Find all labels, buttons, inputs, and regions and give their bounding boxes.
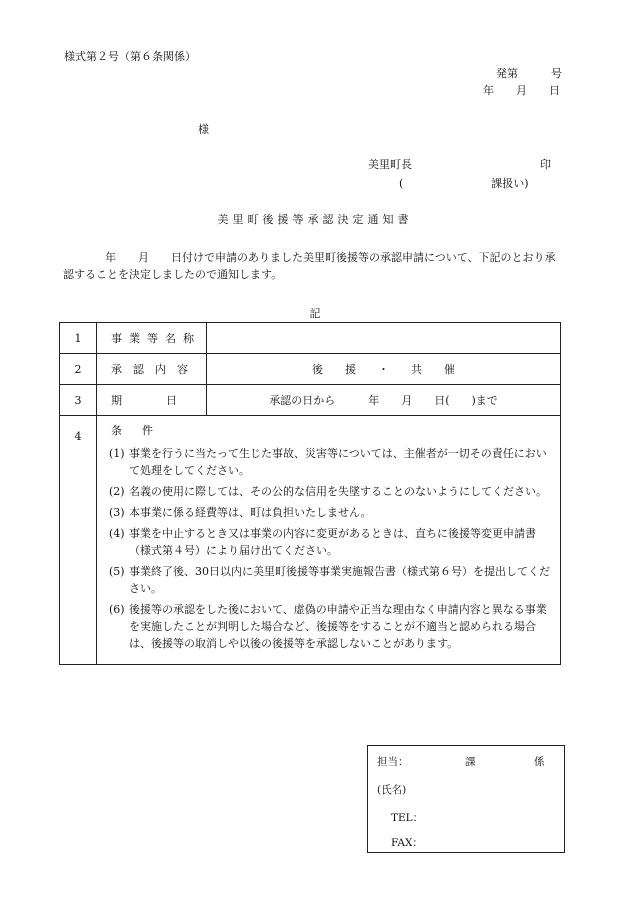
sender-name: 美里町長	[368, 158, 412, 171]
conditions-heading: 条件	[111, 424, 173, 437]
row-number: 2	[60, 354, 97, 385]
contact-tel-label: TEL：	[391, 812, 424, 824]
row-label: 期 日	[97, 385, 207, 416]
details-table	[59, 322, 561, 665]
condition-item: (6) 後援等の承認をした後において、虚偽の申請や正当な理由なく申請内容と異なる事業を実施したことが判明した場合など、後援等をすることが不適当と認められる場合は、後援等の取消しや以後の後援等を承認しないことがあります。	[109, 603, 547, 650]
seal-mark: 印	[540, 158, 551, 171]
row-number: 1	[60, 323, 97, 354]
condition-item: (4) 事業を中止するとき又は事業の内容に変更があるときは、直ちに後援等変更申請書（様式第４号）により届け出てください。	[109, 527, 536, 557]
sender-department: ( 課扱い)	[399, 177, 529, 190]
approval-content-value: 後 援 ・ 共 催	[207, 354, 561, 385]
period-value: 承認の日から 年 月 日( )まで	[207, 385, 561, 416]
conditions-cell	[97, 416, 561, 665]
contact-name-label: (氏名)	[377, 784, 407, 796]
contact-box	[367, 745, 565, 853]
ki-heading: 記	[309, 307, 321, 320]
contact-ka-label: 課	[465, 756, 476, 768]
row-number: 3	[60, 385, 97, 416]
row-label	[97, 354, 207, 385]
table-row	[60, 385, 561, 416]
table-row	[60, 354, 561, 385]
row-number: 4	[60, 416, 97, 665]
form-number: 様式第２号（第６条関係）	[64, 50, 196, 63]
contact-fax-label: FAX：	[391, 837, 423, 849]
row-label	[97, 323, 207, 354]
condition-item: (3) 本事業に係る経費等は、町は負担いたしません。	[109, 506, 372, 519]
table-row	[60, 323, 561, 354]
condition-item: (1) 事業を行うに当たって生じた事故、災害等については、主催者が一切その責任において処理をしてください。	[109, 447, 547, 477]
issue-date: 年 月 日	[483, 84, 560, 97]
body-text: 年 月 日付けで申請のありました美里町後援等の承認申請について、下記のとおり承認することを決定しましたので通知します。	[63, 251, 556, 281]
condition-item: (2) 名義の使用に際しては、その公的な信用を失墜することのないようにしてください。	[109, 485, 547, 498]
label-event-name: 事業等名称	[111, 332, 201, 345]
label-approval-content: 承認内容	[111, 363, 199, 376]
table-row-conditions	[60, 416, 561, 665]
contact-tanto-label: 担当：	[377, 756, 409, 768]
contact-kakari-label: 係	[534, 756, 545, 768]
issue-number: 発第 号	[496, 67, 562, 80]
event-name-value	[207, 323, 561, 354]
document-title: 美里町後援等承認決定通知書	[217, 213, 413, 226]
condition-item: (5) 事業終了後、30日以内に美里町後援等事業実施報告書（様式第６号）を提出してください。	[109, 565, 550, 595]
addressee: 様	[198, 123, 209, 136]
